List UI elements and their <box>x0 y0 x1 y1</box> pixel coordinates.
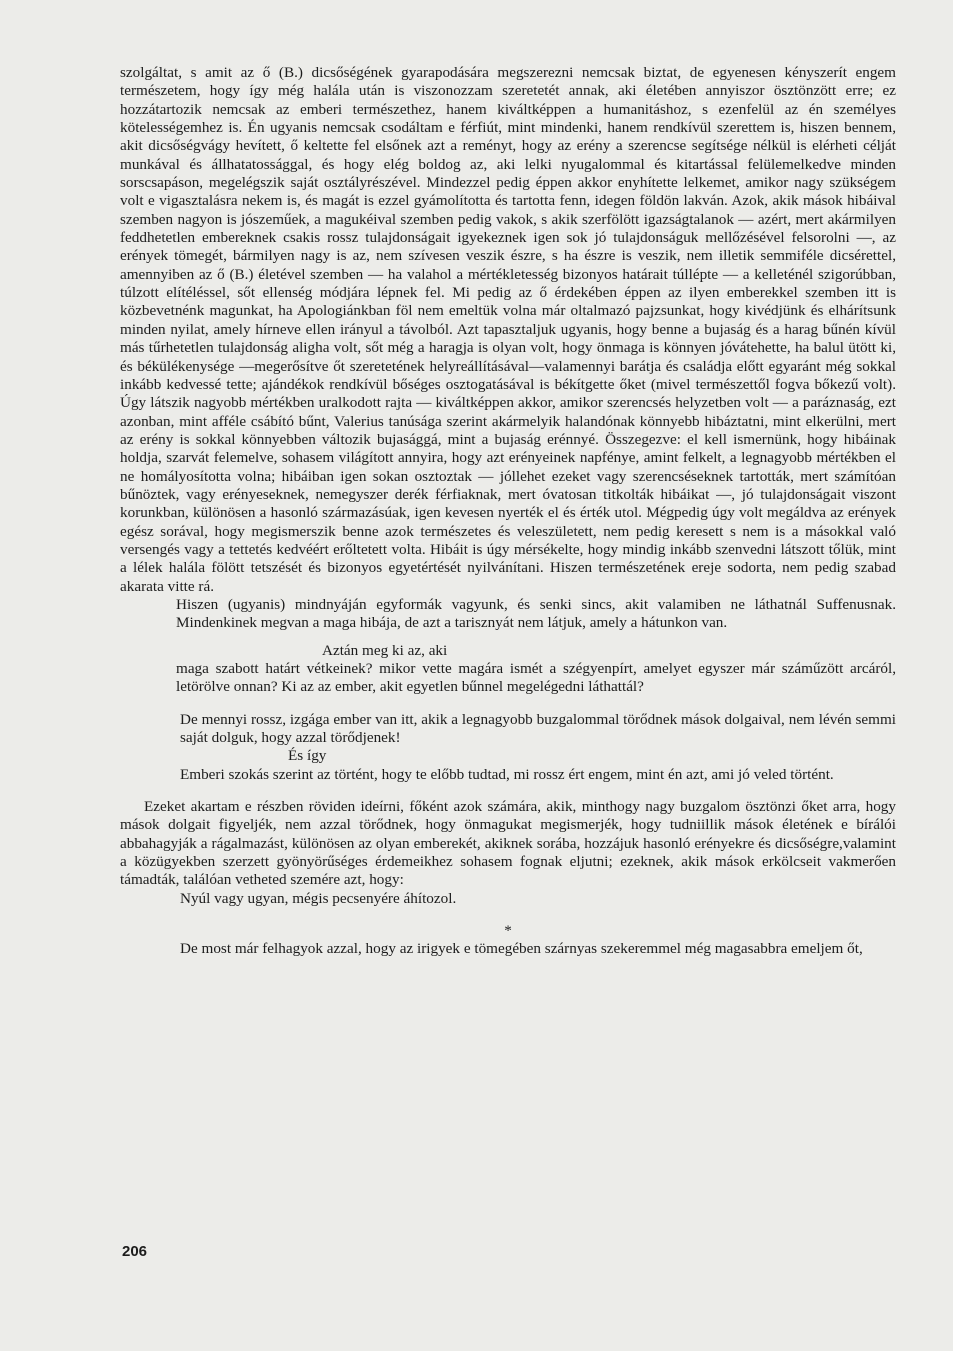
body-text <box>120 64 896 958</box>
paragraph-1: szolgáltat, s amit az ő (B.) dicsőségének gyarapodására megszerezni nemcsak biztat, de egyenesen kényszerít engem természetem, hogy így még halála után is viszonozzam szeretetét annak, aki életében annyiszor ösztönzött erre; ez hozzátartozik nemcsak az emberi természethez, hanem kiváltképpen a humanitáshoz, s ezenfelül az én személyes kötelességemhez is. Én ugyanis nemcsak csodáltam e férfiút, mint mindenki, hanem rendkívül szerettem is, hiszen bennem, akit dicsőségvágy hevített, ő keltette fel elsőnek azt a reményt, hogy az erény a szerencse segítsége nélkül is elérheti célját munkával és állhatatossággal, és hogy elég boldog az, aki lelki nyugalommal és kitartással felülemelkedve minden sorscsapáson, megelégszik saját osztályrészével. Mindezzel pedig éppen akkor enyhítette lelkemet, amikor nagy szükségem volt e vigasztalásra nekem is, és magát is ezzel gyámolította és tartotta fenn, idegen földön lakván. Azok, akik mások hibáival szemben nagyon is jószeműek, a magukéival szemben pedig vakok, s akik szerfölött igazságtalanok — azért, mert akármilyen feddhetetlen embereknek csakis rossz tulajdonságait igyekeznek igen sok jó tulajdonságuk mellőzésével felsorolni —, az erények tömegét, bármilyen nagy is az, nem szívesen veszik észre, s ha észre is veszik, nem illetik semmiféle dicsérettel, amennyiben az ő (B.) életével szemben — ha valahol a mértékletesség bizonyos határait túllépte — a kelleténél szigorúbban, túlzott elítéléssel, sőt ellenség módjára lépnek fel. Mi pedig az ő érdekében éppen az ilyen emberekkel szemben itt is közbevetnénk magunkat, ha Apologiánkban föl nem emeltük volna már oltalmazó pajzsunkat, hogy kivédjünk és elhárítsunk minden nyilat, amely hírneve ellen irányul a távolból. Azt tapasztaljuk ugyanis, hogy benne a bujaság és a harag bűnén kívül más tűrhetetlen tulajdonság aligha volt, sőt még a haragja is olyan volt, hogy önmaga is könnyen jóvátehette, ha balul ütött ki, és békülékenysége —megerősítve őt szeretetének helyreállításával—valamennyi barátja és családja előtt egyaránt még sokkal inkább kedvessé tette; ajándékok rendkívül bőséges osztogatásával is békítgette őket (mivel természettől fogva bőkezű volt). Úgy látszik nagyobb mértékben uralkodott rajta — kiváltképpen akkor, amikor szerencsés helyzetben volt — a paráznaság, ezt azonban, mint afféle csábító bűnt, Valerius tanúsága szerint akármelyik halandónak könnyebb hibáztatni, mint elkerülni, mert az erény is sokkal könnyebben változik bujasággá, mint a bujaság erénnyé. Összegezve: el kell ismernünk, hogy hibáinak holdja, szarvát felemelve, sohasem világított annyira, hogy azt erényeinek napfénye, amint felkelt, a legnagyobb mértékben el ne homályosította volna; hibáiban igen sokan osztoztak — jóllehet ezeket vagy szerencséseknek tartották, mert számítóan bűnöztek, vagy erényeseknek, nemegyszer derék férfiaknak, mert óvatosan titkolták hibáikat —, jó tulajdonságait viszont korunkban, különösen a hasonló származásúak, igen kevesen nyerték el és érték utol. Mégpedig úgy volt megáldva az erények egész sorával, hogy megismerszik benne azok természetes és veleszületett, nem pedig keresett s nem is a másokkal való versengés vagy a tettetés kedvéért erőltetett volta. Hibáit is úgy mérsékelte, hogy mindig inkább szenvedni látszott tőlük, mint a lélek halála fölött tetszését és bizonyos egyetértését nyilvánítani. Hiszen természetének ereje sodorta, nem pedig szabad akarata vitte rá. <box>120 64 896 595</box>
verse-quote-5: Nyúl vagy ugyan, mégis pecsenyére áhítozol. <box>180 889 457 907</box>
verse-quote-1: Hiszen (ugyanis) mindnyáján egyformák vagyunk, és senki sincs, akit valamiben ne láthatnál Suffenusnak. Mindenkinek megvan a maga hibája, de azt a tarisznyát nem látjuk, amely a hátunkon van. <box>176 595 896 632</box>
paragraph-2: Ezeket akartam e részben röviden ideírni, főként azok számára, akik, minthogy nagy buzgalom ösztönzi őket arra, hogy mások dolgait figyeljék, nem azzal törődnek, hogy önmagukat megismerjék, hogy tudniillik mások életének e bírálói abbahagyják a rágalmazást, különösen az olyan emberekét, akiknek sorába, hozzájuk hasonló erényekre és dicsőségre,valamint a közügyekben szerzett gyönyörűséges érdemeikhez sohasem fognak eljutni; ezeknek, akik mások erkölcseit vakmerően támadták, találóan vetheted szemére azt, hogy: <box>120 798 896 889</box>
verse-quote-4: Emberi szokás szerint az történt, hogy te előbb tudtad, mi rossz ért engem, mint én azt, ami jó veled történt. <box>180 765 834 783</box>
verse-quote-3: De mennyi rossz, izgága ember van itt, akik a legnagyobb buzgalommal törődnek mások dolgaival, nem lévén semmi saját dolguk, hogy azzal törődjenek! <box>180 710 896 747</box>
section-separator-asterisk: * <box>504 922 512 940</box>
verse-quote-4-opening: És így <box>288 747 327 765</box>
verse-quote-2-opening: Aztán meg ki az, aki <box>322 641 448 659</box>
page-number: 206 <box>122 1243 148 1260</box>
paragraph-3: De most már felhagyok azzal, hogy az irigyek e tömegében szárnyas szekeremmel még magasabbra emeljem őt, <box>180 940 863 958</box>
verse-quote-2: maga szabott határt vétkeinek? mikor vette magára ismét a szégyenpírt, amelyet egyszer már száműzött arcáról, letörölve onnan? Ki az az ember, akit egyetlen bűnnel megelégedni láthattál? <box>176 660 896 696</box>
